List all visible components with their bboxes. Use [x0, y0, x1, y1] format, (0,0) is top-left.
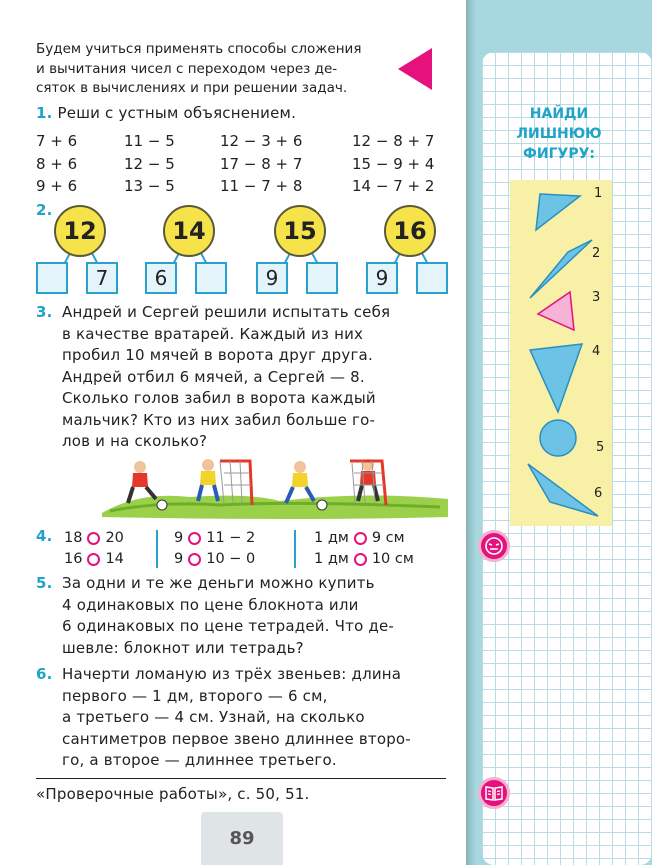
expression: 11 − 7 + 8 [220, 177, 303, 195]
composition-part-box: 6 [145, 262, 177, 294]
cmp-left: 18 [64, 530, 83, 546]
footer-divider [36, 778, 446, 779]
compare-circle[interactable] [87, 532, 100, 545]
cmp-right: 20 [105, 530, 124, 546]
cmp-right: 10 см [371, 551, 414, 567]
number-composition-row [36, 205, 456, 295]
task-6-text [62, 664, 448, 772]
sidebar-title-line: ЛИШНЮЮ [516, 126, 602, 142]
composition-total: 14 [163, 205, 215, 257]
shape-6-triangle [528, 464, 598, 516]
text-line: в качестве вратарей. Каждый из них [62, 324, 364, 343]
compare-circle[interactable] [188, 553, 201, 566]
composition-part-box: 9 [256, 262, 288, 294]
text-line: шевле: блокнот или тетрадь? [62, 638, 304, 657]
column-separator [156, 530, 158, 568]
shape-number: 5 [596, 440, 605, 455]
cmp-left: 1 дм [314, 530, 349, 546]
task-1-column-3 [220, 130, 302, 198]
cmp-right: 14 [105, 551, 124, 567]
composition-part-box: 9 [366, 262, 398, 294]
intro-line: Будем учиться применять способы сложения [36, 41, 362, 57]
task-number: 5. [36, 574, 53, 592]
composition-part-box [416, 262, 448, 294]
lesson-goal-marker-icon [398, 48, 432, 90]
lesson-intro [36, 40, 396, 99]
compare-circle[interactable] [354, 553, 367, 566]
expression: 12 − 3 + 6 [220, 132, 303, 150]
shape-number: 3 [592, 290, 601, 305]
compare-circle[interactable] [188, 532, 201, 545]
shape-2-triangle [530, 240, 592, 298]
task-number: 6. [36, 665, 53, 683]
task-number: 3. [36, 303, 53, 321]
expression: 9 + 6 [36, 177, 78, 195]
text-line: Начерти ломаную из трёх звеньев: длина [62, 665, 402, 683]
text-line: Андрей и Сергей решили испытать себя [62, 303, 391, 321]
thinking-face-icon[interactable] [478, 530, 510, 562]
shape-5-circle [540, 420, 576, 456]
cmp-right: 11 − 2 [206, 530, 256, 546]
text-line: Андрей отбил 6 мячей, а Сергей — 8. [62, 367, 365, 386]
shape-4-triangle [530, 344, 582, 412]
football-illustration [100, 455, 450, 523]
composition-part-box [36, 262, 68, 294]
text-line: первого — 1 дм, второго — 6 см, [62, 686, 328, 705]
compare-circle[interactable] [87, 553, 100, 566]
composition-total: 15 [274, 205, 326, 257]
intro-line: и вычитания чисел с переходом через де- [36, 60, 338, 77]
cmp-left: 9 [174, 551, 184, 567]
shape-3-triangle [538, 292, 574, 330]
composition-part-box: 7 [86, 262, 118, 294]
task-3-text [62, 302, 448, 453]
task-1-column-4 [352, 130, 434, 198]
task-number: 1. [36, 104, 53, 122]
text-line: сантиметров первое звено длиннее второ- [62, 729, 411, 748]
expression: 14 − 7 + 2 [352, 177, 435, 195]
text-line: пробил 10 мячей в ворота друг друга. [62, 346, 373, 364]
shape-number: 6 [594, 486, 603, 501]
cmp-left: 1 дм [314, 551, 349, 567]
task-1-instruction: Реши с устным объяснением. [57, 104, 297, 122]
sidebar-title [500, 104, 618, 164]
expression: 12 − 8 + 7 [352, 132, 435, 150]
cmp-right: 9 см [371, 530, 405, 546]
text-line: лов и на сколько? [62, 432, 208, 450]
text-line: Сколько голов забил в ворота каждый [62, 389, 376, 407]
shape-number: 1 [594, 186, 603, 201]
expression: 8 + 6 [36, 154, 78, 173]
expression: 7 + 6 [36, 132, 78, 150]
expression: 13 − 5 [124, 177, 175, 195]
text-line: 6 одинаковых по цене тетрадей. Что де- [62, 617, 395, 635]
task-number: 4. [36, 527, 53, 545]
sidebar-title-line: ФИГУРУ: [523, 146, 595, 162]
task-number: 2. [36, 201, 53, 219]
composition-part-box [195, 262, 227, 294]
text-line: мальчик? Кто из них забил больше го- [62, 410, 376, 429]
expression: 17 − 8 + 7 [220, 154, 303, 173]
compare-circle[interactable] [354, 532, 367, 545]
text-line: 4 одинаковых по цене блокнота или [62, 595, 359, 614]
composition-part-box [306, 262, 338, 294]
expression: 12 − 5 [124, 154, 175, 173]
comparison-column-2 [174, 528, 255, 570]
comparison-column-3 [314, 528, 414, 570]
book-icon[interactable] [478, 777, 510, 809]
page-shadow [466, 0, 476, 865]
shape-number: 4 [592, 344, 601, 359]
text-line: го, а второе — длиннее третьего. [62, 751, 337, 769]
column-separator [294, 530, 296, 568]
sidebar-title-line: НАЙДИ [529, 106, 589, 122]
intro-line: сяток в вычислениях и при решении задач. [36, 80, 348, 96]
expression: 11 − 5 [124, 132, 175, 150]
workbook-reference: «Проверочные работы», с. 50, 51. [36, 785, 310, 803]
task-5-text [62, 573, 448, 659]
shape-1-triangle [536, 194, 580, 230]
composition-total: 16 [384, 205, 436, 257]
task-1-header [36, 103, 296, 125]
cmp-left: 16 [64, 551, 83, 567]
text-line: За одни и те же деньги можно купить [62, 574, 375, 592]
cmp-right: 10 − 0 [206, 551, 256, 567]
page-number: 89 [201, 812, 283, 865]
cmp-left: 9 [174, 530, 184, 546]
expression: 15 − 9 + 4 [352, 154, 435, 173]
comparison-column-1 [64, 528, 124, 570]
task-1-column-2 [124, 130, 175, 198]
composition-total: 12 [54, 205, 106, 257]
shape-number: 2 [592, 246, 601, 261]
text-line: а третьего — 4 см. Узнай, на сколько [62, 708, 365, 726]
task-1-column-1 [36, 130, 77, 198]
